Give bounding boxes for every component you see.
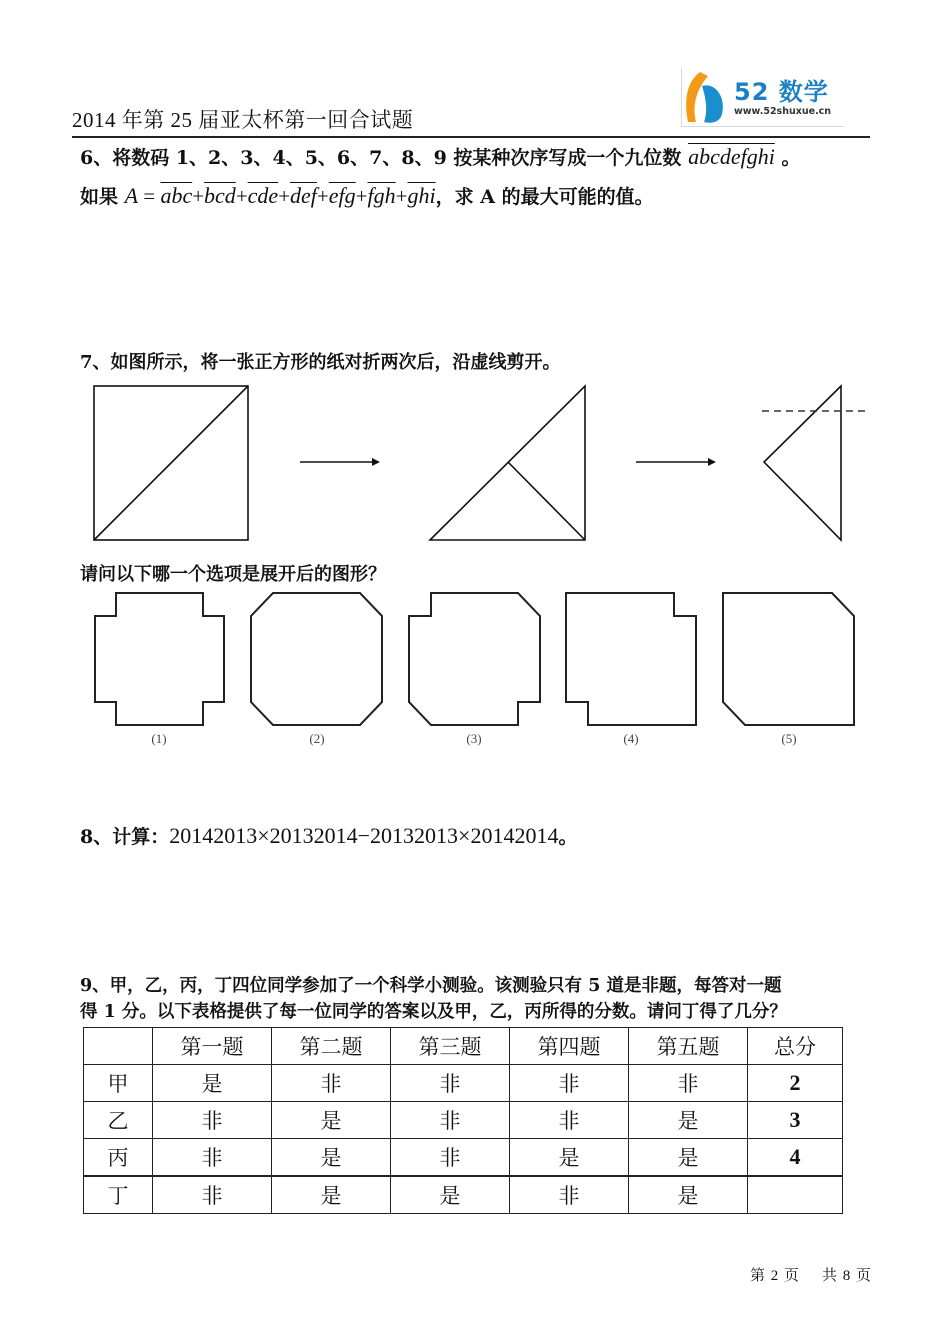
answer-cell: 非 — [510, 1065, 629, 1102]
answer-cell: 是 — [510, 1139, 629, 1177]
answer-cell: 是 — [629, 1102, 748, 1139]
header-cell: 总分 — [748, 1028, 843, 1065]
second-fold-line — [508, 462, 585, 540]
table-row — [84, 1102, 843, 1139]
answer-cell: 是 — [272, 1102, 391, 1139]
page-number: 第 2 页 — [750, 1268, 800, 1284]
twice-folded-triangle — [764, 386, 841, 540]
answer-cell: 非 — [153, 1176, 272, 1214]
answer-cell: 非 — [391, 1065, 510, 1102]
plus-sign: + — [278, 184, 291, 208]
answer-cell: 非 — [272, 1065, 391, 1102]
total-score: 3 — [748, 1102, 843, 1139]
q6-term: $\overline{cde}$ — [247, 183, 279, 208]
q6-term: $\overline{efg}$ — [328, 183, 356, 208]
option-3-shape — [409, 593, 540, 725]
q8-label: 8、计算： — [80, 826, 170, 848]
table-row — [84, 1139, 843, 1177]
q8-suffix: 。 — [558, 826, 578, 848]
answer-cell: 非 — [510, 1176, 629, 1214]
q7-options-figures — [0, 590, 950, 730]
total-score: 2 — [748, 1065, 843, 1102]
fold-diagonal — [94, 386, 248, 540]
q6-if: 如果 — [80, 186, 119, 208]
option-1-shape — [95, 593, 224, 725]
q6-line2 — [80, 182, 654, 209]
page-footer — [750, 1264, 871, 1285]
q6-question: ，求 A 的最大可能的值。 — [435, 186, 654, 208]
table-row — [84, 1065, 843, 1102]
option-2-label: (2) — [309, 731, 325, 746]
q7-question: 请问以下哪一个选项是展开后的图形？ — [80, 564, 386, 585]
option-2-shape — [251, 593, 382, 725]
q6-equals: = — [138, 184, 161, 208]
option-5-label: (5) — [781, 731, 797, 746]
answer-cell: 是 — [629, 1139, 748, 1177]
logo-swoosh-icon — [682, 68, 732, 126]
logo-url: www.52shuxue.cn — [734, 106, 832, 117]
option-5-shape — [723, 593, 854, 725]
answer-cell: 非 — [391, 1139, 510, 1177]
answer-cell: 非 — [391, 1102, 510, 1139]
header-cell: 第四题 — [510, 1028, 629, 1065]
q6-nine-digit-number: abcdefghi — [688, 144, 775, 169]
total-score: 4 — [748, 1139, 843, 1177]
q8-expression: 20142013×20132014−20132013×20142014 — [169, 823, 559, 848]
document-title: 2014 年第 25 届亚太杯第一回合试题 — [72, 108, 414, 132]
plus-sign: + — [395, 184, 408, 208]
header-cell: 第五题 — [629, 1028, 748, 1065]
logo-brand: 52 数学 — [734, 78, 829, 106]
student-name: 丁 — [84, 1176, 153, 1214]
answer-cell: 是 — [391, 1176, 510, 1214]
header-cell — [84, 1028, 153, 1065]
plus-sign: + — [192, 184, 205, 208]
answer-cell: 是 — [272, 1176, 391, 1214]
answer-cell: 非 — [153, 1139, 272, 1177]
q6-line1 — [80, 143, 800, 170]
arrow-right-icon — [708, 458, 716, 466]
header-divider — [72, 136, 870, 138]
answer-cell: 是 — [272, 1139, 391, 1177]
answer-cell: 是 — [629, 1176, 748, 1214]
q6-term: $\overline{ghi}$ — [407, 183, 436, 208]
q6-term: $\overline{bcd}$ — [204, 183, 236, 208]
q6-term: $\overline{abc}$ — [160, 183, 193, 208]
q9-line1: 9、甲，乙，丙，丁四位同学参加了一个科学小测验。该测验只有 5 道是非题，每答对一题 — [80, 976, 782, 996]
plus-sign: + — [235, 184, 248, 208]
q9-line2: 得 1 分。以下表格提供了每一位同学的答案以及甲，乙，丙所得的分数。请问丁得了几分？ — [80, 1002, 787, 1022]
q6-term: $\overline{def}$ — [290, 183, 317, 208]
student-name: 甲 — [84, 1065, 153, 1102]
q6-term: $\overline{fgh}$ — [367, 183, 396, 208]
student-name: 乙 — [84, 1102, 153, 1139]
table-header-row — [84, 1028, 843, 1065]
q6-var-A: A — [124, 183, 139, 208]
option-1-label: (1) — [151, 731, 167, 746]
answers-table — [83, 1027, 843, 1214]
option-4-shape — [566, 593, 696, 725]
plus-sign: + — [355, 184, 368, 208]
header-cell: 第一题 — [153, 1028, 272, 1065]
q6-suffix: 。 — [781, 147, 801, 169]
site-logo — [681, 68, 844, 127]
q7-text: 7、如图所示，将一张正方形的纸对折两次后，沿虚线剪开。 — [80, 352, 561, 373]
answer-cell: 非 — [510, 1102, 629, 1139]
q7-folding-diagram — [0, 370, 950, 550]
q8-line — [80, 822, 577, 849]
option-4-label: (4) — [623, 731, 639, 746]
plus-sign: + — [316, 184, 329, 208]
answer-cell: 非 — [629, 1065, 748, 1102]
student-name: 丙 — [84, 1139, 153, 1177]
answer-cell: 是 — [153, 1065, 272, 1102]
header-cell: 第三题 — [391, 1028, 510, 1065]
arrow-right-icon — [372, 458, 380, 466]
option-3-label: (3) — [466, 731, 482, 746]
header-cell: 第二题 — [272, 1028, 391, 1065]
total-score — [748, 1176, 843, 1214]
answer-cell: 非 — [153, 1102, 272, 1139]
page-total: 共 8 页 — [822, 1268, 872, 1284]
table-row — [84, 1176, 843, 1214]
q6-prefix: 6、将数码 1、2、3、4、5、6、7、8、9 按某种次序写成一个九位数 — [80, 147, 682, 169]
